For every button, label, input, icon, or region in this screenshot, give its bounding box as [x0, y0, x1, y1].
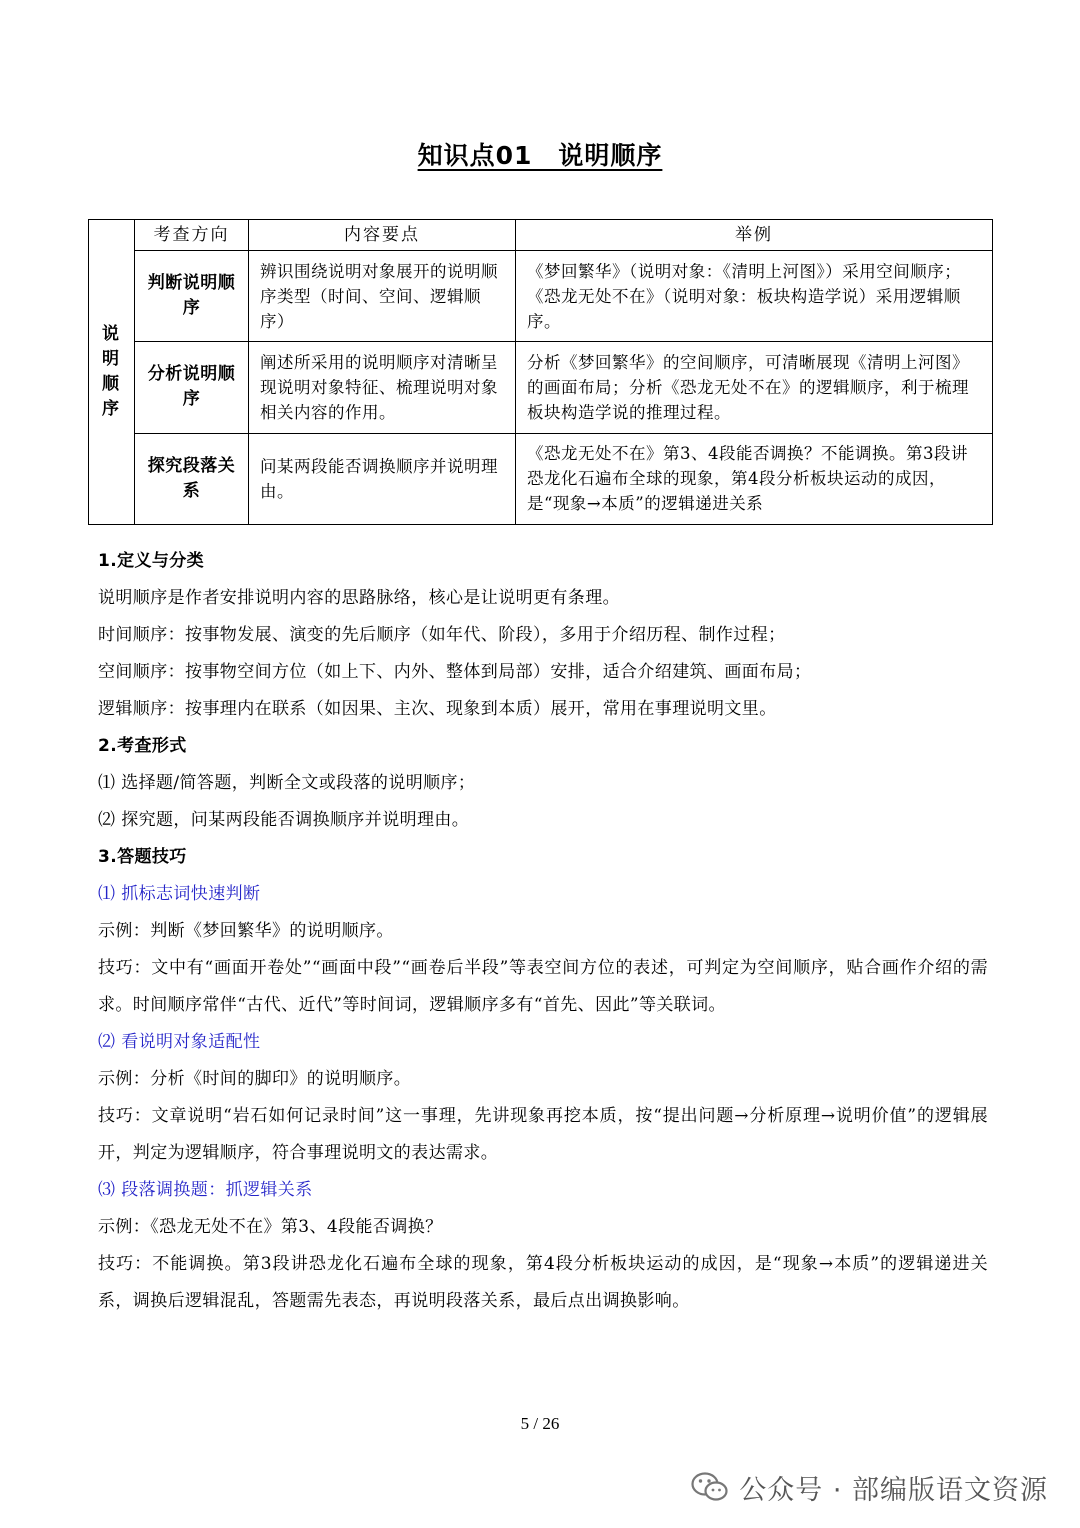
logic-order-text: 逻辑顺序：按事理内在联系（如因果、主次、现象到本质）展开，常用在事理说明文里。	[98, 699, 777, 719]
list-item: ⑵ 探究题，问某两段能否调换顺序并说明理由。	[98, 810, 470, 830]
table-header-row	[89, 220, 993, 251]
tip-example: 示例：《恐龙无处不在》第3、4段能否调换？	[98, 1217, 443, 1237]
page-title: 知识点01 说明顺序	[417, 141, 663, 170]
watermark	[691, 1465, 1048, 1509]
table-row	[89, 342, 993, 433]
wechat-icon	[691, 1471, 729, 1503]
section-heading: 1.定义与分类	[98, 551, 205, 571]
table-row	[89, 251, 993, 342]
table-cell-content: 阐述所采用的说明顺序对清晰呈现说明对象特征、梳理说明对象相关内容的作用。	[249, 342, 516, 433]
section-heading: 2.考查形式	[98, 736, 187, 756]
table-side-label: 说明顺序	[89, 220, 135, 525]
table-header-cell: 内容要点	[249, 220, 516, 251]
table-header-cell: 举例	[516, 220, 993, 251]
table-cell-direction: 探究段落关系	[135, 433, 249, 524]
table-cell-content: 问某两段能否调换顺序并说明理由。	[249, 433, 516, 524]
table-cell-example: 《梦回繁华》（说明对象：《清明上河图》）采用空间顺序；《恐龙无处不在》（说明对象：板块构造学说）采用逻辑顺序。	[516, 251, 993, 342]
table-cell-content: 辨识围绕说明对象展开的说明顺序类型（时间、空间、逻辑顺序）	[249, 251, 516, 342]
section-heading: 3.答题技巧	[98, 847, 187, 867]
tip-text: 技巧：文章说明“岩石如何记录时间”这一事理，先讲现象再挖本质，按“提出问题→分析原理→说明价值”的逻辑展开，判定为逻辑顺序，符合事理说明文的表达需求。	[98, 1106, 988, 1163]
table-cell-example: 《恐龙无处不在》第3、4段能否调换？不能调换。第3段讲恐龙化石遍布全球的现象，第4段分析板块运动的成因，是“现象→本质”的逻辑递进关系	[516, 433, 993, 524]
table-row	[89, 433, 993, 524]
tip-example: 示例：判断《梦回繁华》的说明顺序。	[98, 921, 394, 941]
list-item: ⑴ 选择题/简答题，判断全文或段落的说明顺序；	[98, 773, 476, 793]
tip-example: 示例：分析《时间的脚印》的说明顺序。	[98, 1069, 412, 1089]
watermark-text: 公众号 · 部编版语文资源	[739, 1474, 1048, 1506]
tip-subheading: ⑵ 看说明对象适配性	[98, 1032, 261, 1052]
table-header-cell: 考查方向	[135, 220, 249, 251]
tip-text: 技巧：文中有“画面开卷处”“画面中段”“画卷后半段”等表空间方位的表述，可判定为空间顺序，贴合画作介绍的需求。时间顺序常伴“古代、近代”等时间词，逻辑顺序多有“首先、因此”等关联词。	[98, 958, 988, 1015]
tip-text: 技巧：不能调换。第3段讲恐龙化石遍布全球的现象，第4段分析板块运动的成因，是“现象→本质”的逻辑递进关系，调换后逻辑混乱，答题需先表态，再说明段落关系，最后点出调换影响。	[98, 1254, 988, 1311]
table-cell-direction: 判断说明顺序	[135, 251, 249, 342]
tip-subheading: ⑶ 段落调换题：抓逻辑关系	[98, 1180, 313, 1200]
time-order-text: 时间顺序：按事物发展、演变的先后顺序（如年代、阶段），多用于介绍历程、制作过程；	[98, 625, 786, 645]
tip-subheading: ⑴ 抓标志词快速判断	[98, 884, 261, 904]
table-cell-example: 分析《梦回繁华》的空间顺序，可清晰展现《清明上河图》的画面布局；分析《恐龙无处不在》的逻辑顺序，利于梳理板块构造学说的推理过程。	[516, 342, 993, 433]
page-number: 5 / 26	[520, 1414, 560, 1433]
space-order-text: 空间顺序：按事物空间方位（如上下、内外、整体到局部）安排，适合介绍建筑、画面布局；	[98, 662, 812, 682]
knowledge-table	[88, 219, 993, 525]
definition-text: 说明顺序是作者安排说明内容的思路脉络，核心是让说明更有条理。	[98, 588, 620, 608]
body-text	[98, 543, 988, 1320]
table-cell-direction: 分析说明顺序	[135, 342, 249, 433]
